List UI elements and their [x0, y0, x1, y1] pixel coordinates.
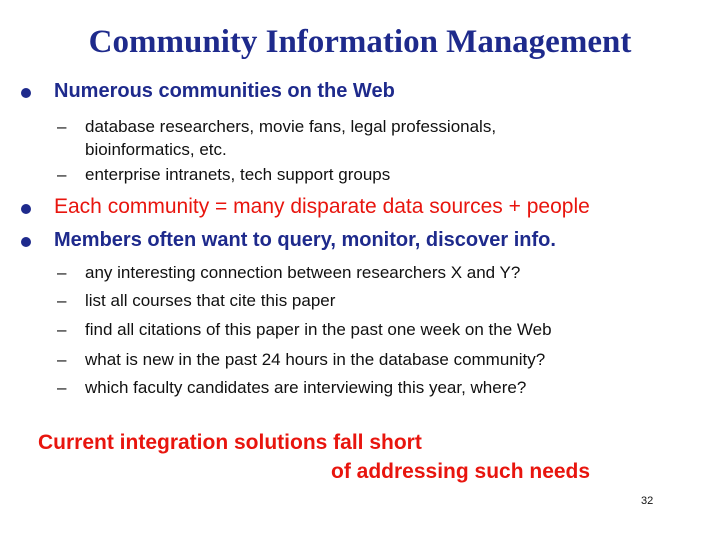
- bullet-dot-icon: [21, 204, 31, 214]
- dash-icon: –: [57, 378, 67, 397]
- slide-title: Community Information Management: [88, 24, 632, 60]
- callout-line-1: Current integration solutions fall short: [38, 431, 422, 454]
- page-number: 32: [641, 495, 654, 507]
- subitem-text: which faculty candidates are interviewing this year, where?: [85, 378, 527, 397]
- callout-line-2: of addressing such needs: [331, 460, 591, 483]
- subitem-text: any interesting connection between researchers X and Y?: [85, 263, 521, 282]
- subitem-text: what is new in the past 24 hours in the database community?: [85, 350, 546, 369]
- bullet-text: Members often want to query, monitor, discover info.: [54, 229, 556, 251]
- dash-icon: –: [57, 350, 67, 369]
- bullet-text: Numerous communities on the Web: [54, 80, 395, 102]
- bullet-dot-icon: [21, 88, 31, 98]
- subitem-text: bioinformatics, etc.: [85, 140, 227, 159]
- dash-icon: –: [57, 263, 67, 282]
- subitem-text: find all citations of this paper in the past one week on the Web: [85, 320, 552, 339]
- subitem-text: list all courses that cite this paper: [85, 291, 336, 310]
- bullet-dot-icon: [21, 237, 31, 247]
- dash-icon: –: [57, 117, 67, 136]
- dash-icon: –: [57, 291, 67, 310]
- dash-icon: –: [57, 320, 67, 339]
- bullet-text: Each community = many disparate data sources + people: [54, 195, 590, 218]
- dash-icon: –: [57, 165, 67, 184]
- subitem-text: enterprise intranets, tech support groups: [85, 165, 391, 184]
- subitem-text: database researchers, movie fans, legal professionals,: [85, 117, 497, 136]
